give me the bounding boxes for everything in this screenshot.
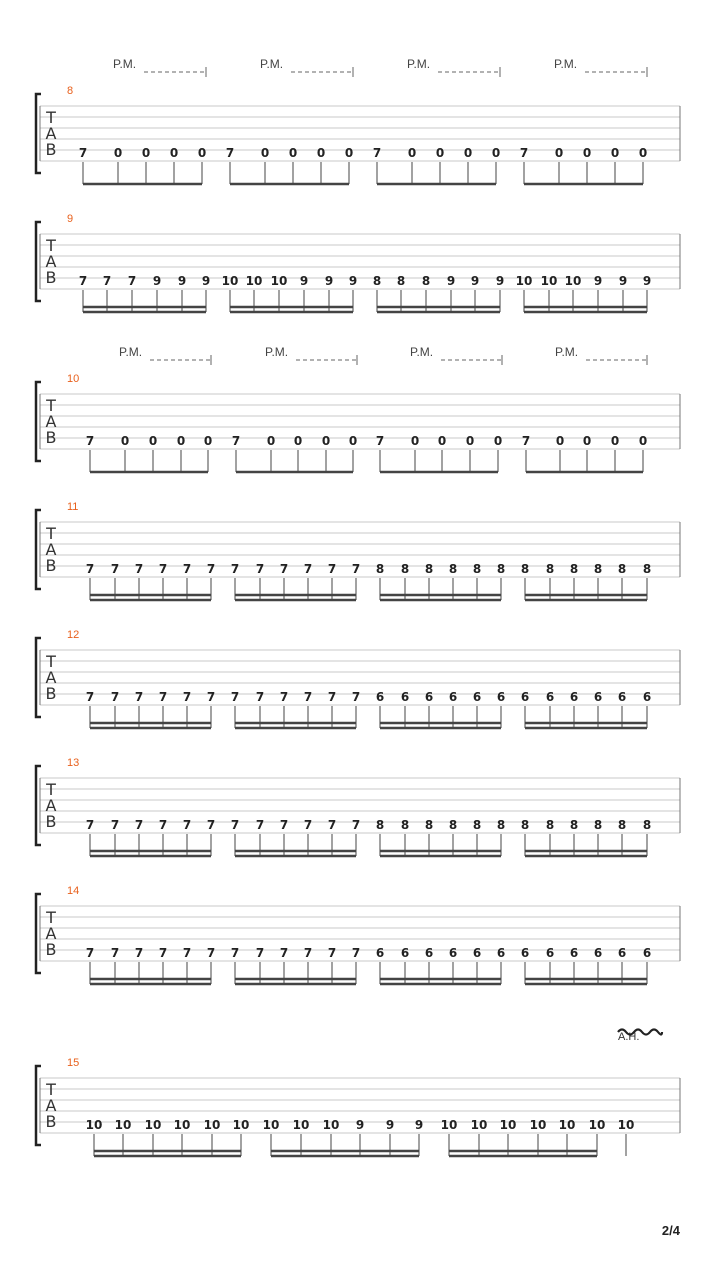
fret-number: 0 <box>555 434 565 448</box>
fret-number: 9 <box>177 274 187 288</box>
fret-number: 0 <box>638 146 648 160</box>
tab-clef-letter: B <box>45 940 57 959</box>
fret-number: 10 <box>529 1118 547 1132</box>
fret-number: 10 <box>440 1118 458 1132</box>
fret-number: 8 <box>593 562 603 576</box>
fret-number: 7 <box>110 946 120 960</box>
fret-number: 6 <box>375 690 385 704</box>
fret-number: 7 <box>85 818 95 832</box>
fret-number: 7 <box>110 818 120 832</box>
fret-number: 7 <box>78 274 88 288</box>
fret-number: 8 <box>448 562 458 576</box>
fret-number: 10 <box>262 1118 280 1132</box>
fret-number: 0 <box>321 434 331 448</box>
fret-number: 7 <box>279 818 289 832</box>
tab-system <box>36 345 680 472</box>
fret-number: 7 <box>134 562 144 576</box>
fret-number: 0 <box>610 434 620 448</box>
fret-number: 7 <box>182 818 192 832</box>
fret-number: 6 <box>400 946 410 960</box>
measure-number: 15 <box>67 1057 80 1069</box>
fret-number: 0 <box>638 434 648 448</box>
fret-number: 8 <box>496 818 506 832</box>
fret-number: 6 <box>545 690 555 704</box>
fret-number: 8 <box>496 562 506 576</box>
fret-number: 7 <box>206 946 216 960</box>
tab-clef-letter: A <box>45 1096 57 1115</box>
fret-number: 6 <box>545 946 555 960</box>
fret-number: 9 <box>593 274 603 288</box>
fret-number: 7 <box>230 690 240 704</box>
fret-number: 7 <box>85 946 95 960</box>
fret-number: 7 <box>303 690 313 704</box>
tab-system <box>36 213 680 312</box>
fret-number: 0 <box>465 434 475 448</box>
tab-clef-letter: A <box>45 540 57 559</box>
fret-number: 10 <box>292 1118 310 1132</box>
fret-number: 7 <box>255 690 265 704</box>
fret-number: 8 <box>642 818 652 832</box>
fret-number: 9 <box>324 274 334 288</box>
fret-number: 9 <box>152 274 162 288</box>
fret-number: 6 <box>642 690 652 704</box>
tab-clef-letter: A <box>45 252 57 271</box>
fret-number: 9 <box>355 1118 365 1132</box>
fret-number: 8 <box>593 818 603 832</box>
fret-number: 7 <box>110 690 120 704</box>
fret-number: 6 <box>400 690 410 704</box>
fret-number: 10 <box>322 1118 340 1132</box>
tab-clef-letter: A <box>45 796 57 815</box>
palm-mute-label: P.M. <box>555 345 579 359</box>
fret-number: 7 <box>303 562 313 576</box>
fret-number: 0 <box>437 434 447 448</box>
fret-number: 9 <box>446 274 456 288</box>
fret-number: 0 <box>293 434 303 448</box>
fret-number: 7 <box>255 946 265 960</box>
fret-number: 7 <box>78 146 88 160</box>
fret-number: 7 <box>158 562 168 576</box>
fret-number: 7 <box>255 562 265 576</box>
fret-number: 7 <box>182 562 192 576</box>
fret-number: 7 <box>279 946 289 960</box>
fret-number: 10 <box>144 1118 162 1132</box>
fret-number: 7 <box>303 946 313 960</box>
fret-number: 7 <box>85 434 95 448</box>
fret-number: 0 <box>203 434 213 448</box>
fret-number: 0 <box>610 146 620 160</box>
fret-number: 0 <box>554 146 564 160</box>
fret-number: 7 <box>230 818 240 832</box>
palm-mute-label: P.M. <box>407 57 431 71</box>
fret-number: 6 <box>496 690 506 704</box>
fret-number: 10 <box>558 1118 576 1132</box>
fret-number: 7 <box>375 434 385 448</box>
fret-number: 8 <box>472 562 482 576</box>
fret-number: 6 <box>448 690 458 704</box>
fret-number: 10 <box>232 1118 250 1132</box>
measure-number: 12 <box>67 629 80 641</box>
fret-number: 7 <box>158 946 168 960</box>
measure-number: 13 <box>67 757 80 769</box>
fret-number: 10 <box>85 1118 103 1132</box>
fret-number: 10 <box>173 1118 191 1132</box>
fret-number: 7 <box>85 690 95 704</box>
fret-number: 8 <box>448 818 458 832</box>
fret-number: 8 <box>617 562 627 576</box>
fret-number: 0 <box>463 146 473 160</box>
fret-number: 10 <box>221 274 239 288</box>
fret-number: 10 <box>203 1118 221 1132</box>
fret-number: 7 <box>158 690 168 704</box>
fret-number: 8 <box>375 562 385 576</box>
tab-clef-letter: A <box>45 668 57 687</box>
fret-number: 7 <box>279 562 289 576</box>
fret-number: 0 <box>316 146 326 160</box>
fret-number: 8 <box>569 818 579 832</box>
measure-number: 11 <box>67 501 79 513</box>
fret-number: 9 <box>642 274 652 288</box>
fret-number: 7 <box>327 690 337 704</box>
fret-number: 7 <box>303 818 313 832</box>
fret-number: 0 <box>176 434 186 448</box>
fret-number: 9 <box>201 274 211 288</box>
tab-clef-letter: T <box>46 780 56 799</box>
fret-number: 9 <box>385 1118 395 1132</box>
fret-number: 7 <box>351 818 361 832</box>
fret-number: 0 <box>435 146 445 160</box>
fret-number: 7 <box>134 946 144 960</box>
fret-number: 7 <box>127 274 137 288</box>
tab-clef-letter: A <box>45 412 57 431</box>
fret-number: 8 <box>400 818 410 832</box>
fret-number: 10 <box>540 274 558 288</box>
page-number: 2/4 <box>661 1223 680 1238</box>
palm-mute-label: P.M. <box>260 57 284 71</box>
fret-number: 8 <box>424 818 434 832</box>
fret-number: 10 <box>245 274 263 288</box>
tab-clef-letter: T <box>46 908 56 927</box>
fret-number: 6 <box>593 690 603 704</box>
fret-number: 9 <box>299 274 309 288</box>
tab-system <box>36 757 680 856</box>
fret-number: 8 <box>569 562 579 576</box>
tab-clef-letter: A <box>45 924 57 943</box>
fret-number: 10 <box>114 1118 132 1132</box>
fret-number: 7 <box>230 562 240 576</box>
fret-number: 8 <box>424 562 434 576</box>
fret-number: 0 <box>407 146 417 160</box>
fret-number: 7 <box>327 562 337 576</box>
tab-clef-letter: T <box>46 652 56 671</box>
fret-number: 8 <box>396 274 406 288</box>
fret-number: 6 <box>496 946 506 960</box>
tab-system <box>36 1030 680 1157</box>
tab-clef-letter: B <box>45 556 57 575</box>
fret-number: 9 <box>348 274 358 288</box>
fret-number: 7 <box>134 818 144 832</box>
fret-number: 9 <box>470 274 480 288</box>
fret-number: 9 <box>495 274 505 288</box>
tab-system <box>36 885 680 984</box>
tab-clef-letter: B <box>45 268 57 287</box>
tab-system <box>36 501 680 600</box>
fret-number: 10 <box>564 274 582 288</box>
fret-number: 7 <box>372 146 382 160</box>
fret-number: 9 <box>414 1118 424 1132</box>
fret-number: 7 <box>102 274 112 288</box>
fret-number: 7 <box>327 818 337 832</box>
fret-number: 6 <box>617 946 627 960</box>
fret-number: 7 <box>206 562 216 576</box>
fret-number: 7 <box>206 690 216 704</box>
fret-number: 6 <box>569 946 579 960</box>
fret-number: 0 <box>344 146 354 160</box>
tab-clef-letter: T <box>46 396 56 415</box>
tab-clef-letter: T <box>46 236 56 255</box>
fret-number: 0 <box>493 434 503 448</box>
fret-number: 6 <box>472 690 482 704</box>
tab-system <box>36 629 680 728</box>
palm-mute-label: P.M. <box>265 345 289 359</box>
tab-clef-letter: B <box>45 684 57 703</box>
fret-number: 0 <box>197 146 207 160</box>
fret-number: 6 <box>617 690 627 704</box>
fret-number: 7 <box>351 562 361 576</box>
fret-number: 0 <box>169 146 179 160</box>
tab-clef-letter: B <box>45 428 57 447</box>
fret-number: 10 <box>499 1118 517 1132</box>
fret-number: 7 <box>110 562 120 576</box>
fret-number: 0 <box>260 146 270 160</box>
fret-number: 7 <box>521 434 531 448</box>
fret-number: 6 <box>448 946 458 960</box>
fret-number: 0 <box>113 146 123 160</box>
measure-number: 10 <box>67 373 80 385</box>
fret-number: 10 <box>617 1118 635 1132</box>
measure-number: 14 <box>67 885 80 897</box>
fret-number: 0 <box>582 434 592 448</box>
fret-number: 6 <box>569 690 579 704</box>
palm-mute-label: P.M. <box>554 57 578 71</box>
tab-clef-letter: A <box>45 124 57 143</box>
fret-number: 7 <box>206 818 216 832</box>
fret-number: 7 <box>255 818 265 832</box>
fret-number: 7 <box>230 946 240 960</box>
fret-number: 0 <box>288 146 298 160</box>
fret-number: 0 <box>120 434 130 448</box>
fret-number: 0 <box>141 146 151 160</box>
fret-number: 7 <box>134 690 144 704</box>
tab-clef-letter: B <box>45 812 57 831</box>
palm-mute-label: P.M. <box>410 345 434 359</box>
fret-number: 7 <box>279 690 289 704</box>
fret-number: 7 <box>158 818 168 832</box>
fret-number: 6 <box>375 946 385 960</box>
fret-number: 7 <box>85 562 95 576</box>
measure-number: 8 <box>67 85 74 97</box>
fret-number: 6 <box>520 946 530 960</box>
fret-number: 0 <box>491 146 501 160</box>
fret-number: 8 <box>545 818 555 832</box>
fret-number: 7 <box>519 146 529 160</box>
fret-number: 7 <box>351 690 361 704</box>
fret-number: 10 <box>515 274 533 288</box>
fret-number: 10 <box>270 274 288 288</box>
fret-number: 7 <box>351 946 361 960</box>
fret-number: 10 <box>470 1118 488 1132</box>
fret-number: 7 <box>182 690 192 704</box>
fret-number: 0 <box>266 434 276 448</box>
tab-clef-letter: T <box>46 108 56 127</box>
measure-number: 9 <box>67 213 74 225</box>
tab-clef-letter: T <box>46 1080 56 1099</box>
fret-number: 7 <box>327 946 337 960</box>
fret-number: 6 <box>424 690 434 704</box>
fret-number: 8 <box>520 818 530 832</box>
tab-clef-letter: T <box>46 524 56 543</box>
fret-number: 8 <box>372 274 382 288</box>
fret-number: 0 <box>348 434 358 448</box>
palm-mute-label: P.M. <box>119 345 143 359</box>
fret-number: 6 <box>642 946 652 960</box>
fret-number: 8 <box>617 818 627 832</box>
fret-number: 10 <box>588 1118 606 1132</box>
tab-clef-letter: B <box>45 1112 57 1131</box>
fret-number: 8 <box>520 562 530 576</box>
fret-number: 8 <box>642 562 652 576</box>
palm-mute-label: P.M. <box>113 57 137 71</box>
fret-number: 7 <box>182 946 192 960</box>
tab-system <box>36 57 680 184</box>
fret-number: 6 <box>424 946 434 960</box>
fret-number: 6 <box>520 690 530 704</box>
tab-clef-letter: B <box>45 140 57 159</box>
fret-number: 8 <box>472 818 482 832</box>
fret-number: 0 <box>582 146 592 160</box>
fret-number: 6 <box>593 946 603 960</box>
fret-number: 9 <box>618 274 628 288</box>
harmonic-label: A.H. <box>618 1031 640 1043</box>
fret-number: 8 <box>375 818 385 832</box>
fret-number: 0 <box>148 434 158 448</box>
fret-number: 8 <box>400 562 410 576</box>
fret-number: 8 <box>421 274 431 288</box>
fret-number: 7 <box>225 146 235 160</box>
fret-number: 6 <box>472 946 482 960</box>
fret-number: 8 <box>545 562 555 576</box>
fret-number: 7 <box>231 434 241 448</box>
fret-number: 0 <box>410 434 420 448</box>
